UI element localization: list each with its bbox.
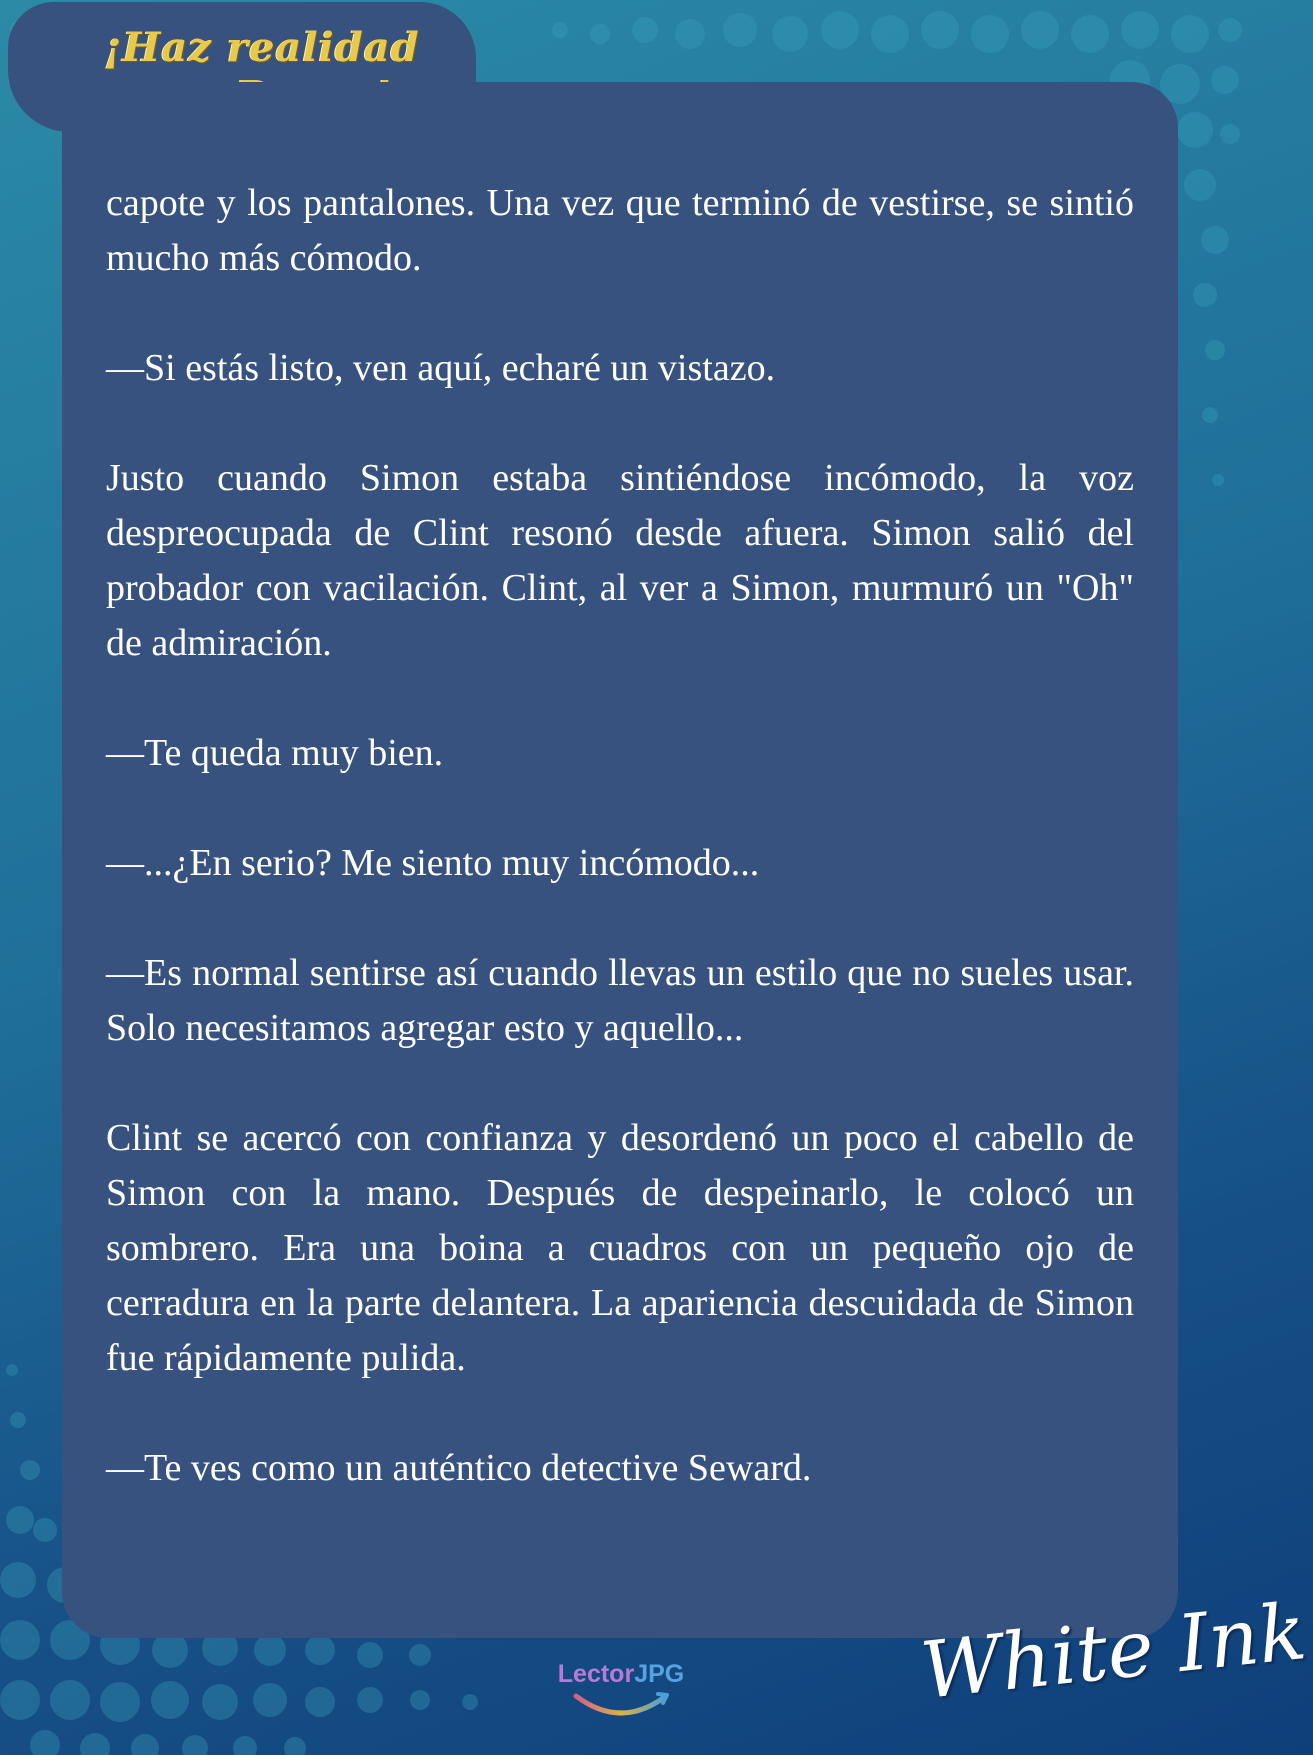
page-text (106, 176, 1134, 1551)
smile-icon (570, 1690, 672, 1724)
paragraph: —Es normal sentirse así cuando llevas un estilo que no sueles usar. Solo necesitamos agregar esto y aquello... (106, 952, 1134, 1049)
lectorjpg-wordmark-part1: Lector (557, 1660, 635, 1688)
paragraph: Justo cuando Simon estaba sintiéndose incómodo, la voz despreocupada de Clint resonó desde afuera. Simon salió del probador con vacilación. Clint, al ver a Simon, murmuró un "Oh" de admiración. (106, 457, 1134, 664)
paragraph: —...¿En serio? Me siento muy incómodo... (106, 842, 760, 884)
paragraph: capote y los pantalones. Una vez que terminó de vestirse, se sintió mucho más cómodo. (106, 182, 1134, 279)
paragraph: —Si estás listo, ven aquí, echaré un vistazo. (106, 347, 776, 389)
logo-line-1: ¡Haz realidad (104, 24, 420, 71)
lectorjpg-wordmark-part2: JPG (634, 1660, 685, 1688)
paragraph: —Te queda muy bien. (106, 732, 444, 774)
lectorjpg-wordmark (546, 1660, 696, 1689)
paragraph: —Te ves como un auténtico detective Seward. (106, 1447, 812, 1489)
white-ink-signature: White Ink (916, 1587, 1311, 1717)
lectorjpg-logo (546, 1660, 696, 1726)
paragraph: Clint se acercó con confianza y desordenó un poco el cabello de Simon con la mano. Después de despeinarlo, le colocó un sombrero. Era una boina a cuadros con un pequeño ojo de cerradura en la parte delantera. La apariencia descuidada de Simon fue rápidamente pulida. (106, 1117, 1134, 1379)
